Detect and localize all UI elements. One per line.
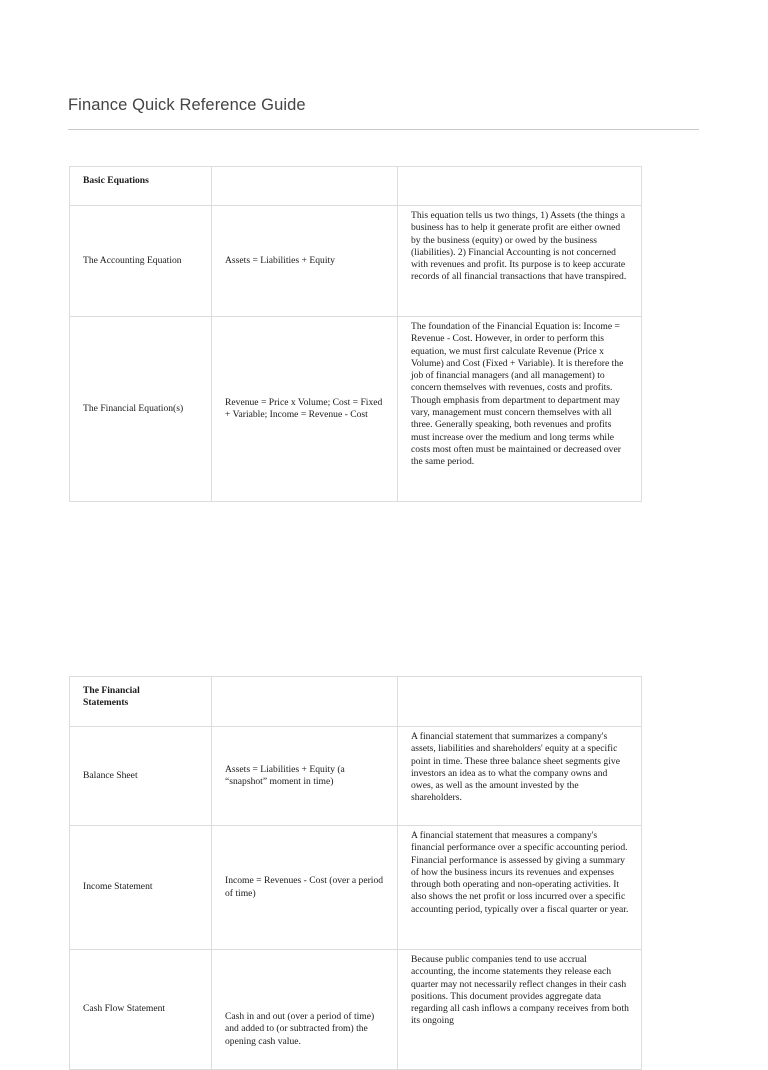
term-cell: Income Statement (70, 826, 212, 950)
description-cell: A financial statement that summarizes a company's assets, liabilities and shareholders' equity at a specific point in time. These three balance sheet segments give investors an idea as to what the company owns and owes, as well as the amount invested by the shareholders. (398, 727, 642, 826)
description-cell: This equation tells us two things, 1) Assets (the things a business has to help it generate profit are either owned by the business (equity) or owed by the business (liabilities). 2) Financial Accounting is not concerned with revenues and profit. Its purpose is to keep accurate records of all financial transactions that have transpired. (398, 206, 642, 317)
empty-header-cell (398, 167, 642, 206)
table-header-row (70, 677, 642, 727)
table-row (70, 206, 642, 317)
empty-header-cell (212, 677, 398, 727)
description-cell: A financial statement that measures a company's financial performance over a specific accounting period. Financial performance is assessed by giving a summary of how the business incurs its revenues and expenses through both operating and non-operating activities. It also shows the net profit or loss incurred over a specific accounting period, typically over a fiscal quarter or year. (398, 826, 642, 950)
page-title: Finance Quick Reference Guide (68, 96, 306, 114)
term-cell: The Accounting Equation (70, 206, 212, 317)
section-heading: The Financial Statements (70, 677, 212, 727)
term-cell: The Financial Equation(s) (70, 317, 212, 502)
term-cell: Cash Flow Statement (70, 950, 212, 1070)
formula-cell: Assets = Liabilities + Equity (a “snapshot” moment in time) (212, 727, 398, 826)
empty-header-cell (398, 677, 642, 727)
description-cell: Because public companies tend to use accrual accounting, the income statements they release each quarter may not necessarily reflect changes in their cash positions. This document provides aggregate data regarding all cash inflows a company receives from both its ongoing (398, 950, 642, 1070)
table-row (70, 727, 642, 826)
formula-cell: Revenue = Price x Volume; Cost = Fixed + Variable; Income = Revenue - Cost (212, 317, 398, 502)
financial-statements-table (69, 676, 642, 1070)
title-divider (68, 129, 699, 130)
formula-cell: Assets = Liabilities + Equity (212, 206, 398, 317)
formula-cell: Income = Revenues - Cost (over a period of time) (212, 826, 398, 950)
table-row (70, 950, 642, 1070)
table-header-row (70, 167, 642, 206)
table-row (70, 317, 642, 502)
term-cell: Balance Sheet (70, 727, 212, 826)
formula-cell: Cash in and out (over a period of time) and added to (or subtracted from) the opening cash value. (212, 950, 398, 1070)
description-cell: The foundation of the Financial Equation is: Income = Revenue - Cost. However, in order to perform this equation, we must first calculate Revenue (Price x Volume) and Cost (Fixed + Variable). It is therefore the job of financial managers (and all management) to concern themselves with revenues, costs and profits. Though emphasis from department to department may vary, management must concern themselves with all three. Generally speaking, both revenues and profits must increase over the medium and long terms while costs most often must be maintained or decreased over the same period. (398, 317, 642, 502)
basic-equations-table (69, 166, 642, 502)
section-heading: Basic Equations (70, 167, 212, 206)
empty-header-cell (212, 167, 398, 206)
table-row (70, 826, 642, 950)
